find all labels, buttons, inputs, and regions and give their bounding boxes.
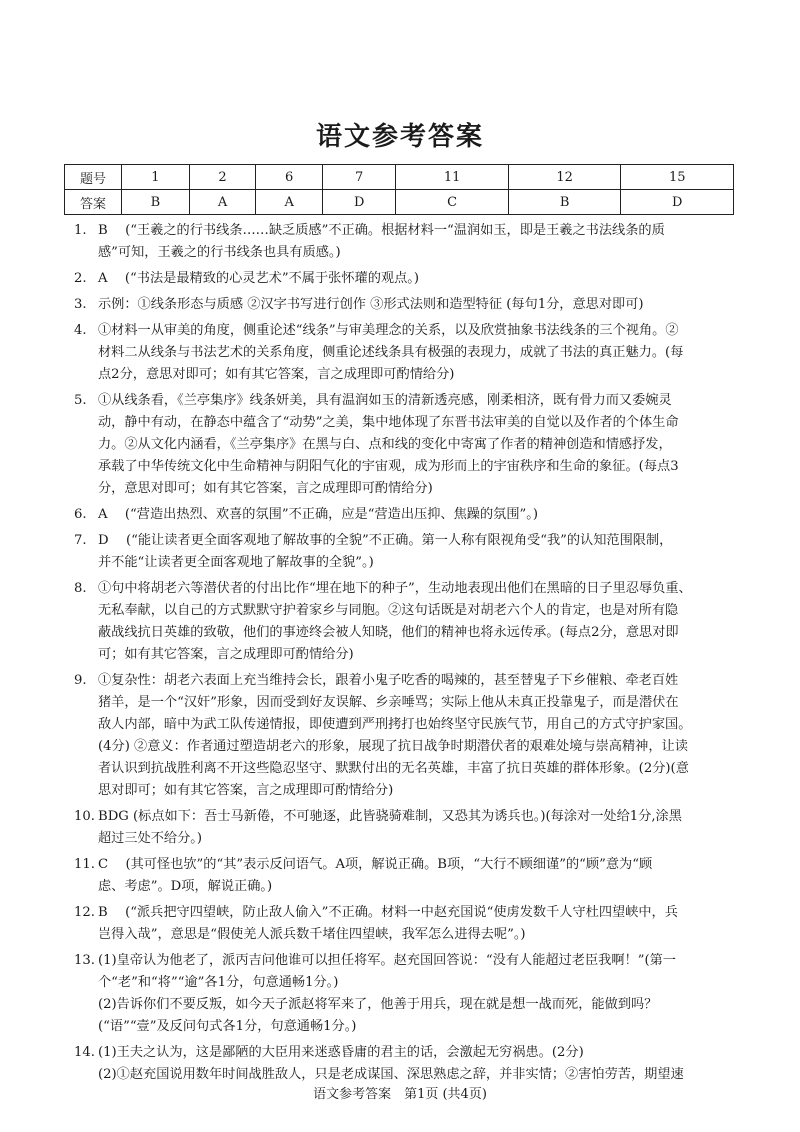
item-text-line: B (“王羲之的行书线条……缺乏质感”不正确。根据材料一“温润如玉，即是王羲之书法线条的质 — [98, 223, 665, 238]
item-text-line: BDG (标点如下：吾士马新倦，不可驰逐，此皆骁骑难制，又恐其为诱兵也。)(每涂对一处给1分,涂黑 — [98, 809, 682, 824]
answer-explanations — [74, 220, 734, 1086]
answer-item — [74, 902, 734, 946]
answer-item — [74, 220, 734, 264]
answer-item — [74, 950, 734, 1038]
item-text-line: 承载了中华传统文化中生命精神与阴阳气化的宇宙观，成为形而上的宇宙秩序和生命的象征。(每点3 — [98, 459, 679, 474]
row-label: 答案 — [65, 190, 122, 215]
row-label: 题号 — [65, 165, 122, 190]
question-number-cell: 6 — [256, 165, 323, 190]
answer-cell: A — [256, 190, 323, 215]
item-text-line: 蔽战线抗日英雄的致敬，他们的事迹终会被人知晓，他们的精神也将永远传承。(每点2分，意思对即 — [98, 625, 679, 640]
question-number-cell: 11 — [396, 165, 509, 190]
answer-item — [74, 294, 734, 316]
item-text-line: 并不能“让读者更全面客观地了解故事的全貌”。) — [98, 555, 374, 570]
item-text-line: A (“书法是最精致的心灵艺术”不属于张怀瓘的观点。) — [98, 271, 420, 286]
question-number-cell: 1 — [122, 165, 190, 190]
item-number: 13. — [74, 953, 95, 968]
question-number-row — [65, 165, 734, 190]
answer-item — [74, 578, 734, 666]
answer-cell: C — [396, 190, 509, 215]
page-footer: 语文参考答案 第1页 (共4页) — [313, 1087, 487, 1102]
item-number: 5. — [74, 393, 87, 408]
item-text-line: 动，静中有动，在静态中蕴含了“动势”之美，集中地体现了东晋书法审美的自觉以及作者的个体生命 — [98, 415, 679, 430]
question-number-cell: 12 — [508, 165, 621, 190]
item-text-line: 岂得入哉”，意思是“假使羌人派兵数千堵住四望峡，我军怎么进得去呢”。) — [98, 927, 526, 942]
item-text-line: (1)王夫之认为，这是鄙陋的大臣用来迷惑昏庸的君主的话，会激起无穷祸患。(2分) — [98, 1045, 584, 1060]
item-text-line: (“语”“壹”及反问句式各1分，句意通畅1分。) — [98, 1019, 357, 1034]
item-number: 3. — [74, 297, 87, 312]
item-text-line: 虑、考虑”。D项，解说正确。) — [98, 879, 273, 894]
item-text-line: 示例：①线条形态与质感 ②汉字书写进行创作 ③形式法则和造型特征 (每句1分，意思对即可) — [98, 297, 644, 312]
item-text-line: 者认识到抗战胜利离不开这些隐忍坚守、默默付出的无名英雄，丰富了抗日英雄的群体形象。(2分)(意 — [98, 761, 689, 776]
item-number: 9. — [74, 673, 87, 688]
item-text-line: 可；如有其它答案，言之成理即可酌情给分) — [98, 647, 354, 662]
item-number: 11. — [74, 857, 95, 872]
item-number: 12. — [74, 905, 95, 920]
item-text-line: (4分) ②意义：作者通过塑造胡老六的形象，展现了抗日战争时期潜伏者的艰难处境与崇高精神，让读 — [98, 739, 688, 754]
answer-item — [74, 390, 734, 500]
answer-item — [74, 530, 734, 574]
item-text-line: ①材料一从审美的角度，侧重论述“线条”与审美理念的关系，以及欣赏抽象书法线条的三个视角。② — [98, 323, 679, 338]
item-number: 6. — [74, 507, 87, 522]
item-number: 10. — [74, 809, 95, 824]
item-number: 7. — [74, 533, 87, 548]
item-text-line: 敌人内部，暗中为武工队传递情报，即使遭到严刑拷打也始终坚守民族气节，用自己的方式守护家国。 — [98, 717, 692, 732]
answer-row — [65, 190, 734, 215]
answer-item — [74, 504, 734, 526]
item-text-line: 分，意思对即可；如有其它答案，言之成理即可酌情给分) — [98, 481, 433, 496]
item-text-line: 感”可知，王羲之的行书线条也具有质感。) — [98, 245, 341, 260]
answer-item — [74, 320, 734, 386]
answer-item — [74, 806, 734, 850]
item-text-line: ①句中将胡老六等潜伏者的付出比作“埋在地下的种子”，生动地表现出他们在黑暗的日子里忍辱负重、 — [98, 581, 692, 596]
answer-cell: B — [508, 190, 621, 215]
item-text-line: C (其可怪也欤”的“其”表示反问语气。A项，解说正确。B项，“大行不顾细谨”的“顾”意为“顾 — [98, 857, 653, 872]
question-number-cell: 7 — [323, 165, 396, 190]
item-text-line: (2)①赵充国说用数年时间战胜敌人，只是老成谋国、深思熟虑之辞，并非实情；②害怕劳苦，期望速 — [98, 1067, 684, 1082]
item-text-line: 超过三处不给分。) — [98, 831, 203, 846]
answer-item — [74, 1042, 734, 1086]
item-text-line: (2)告诉你们不要反叛，如今天子派赵将军来了，他善于用兵，现在就是想一战而死，能做到吗？ — [98, 997, 658, 1012]
item-text-line: 个“老”和“将”“逾”各1分，句意通畅1分。) — [98, 975, 339, 990]
item-text-line: ①从线条看，《兰亭集序》线条妍美，具有温润如玉的清新透亮感，刚柔相济，既有骨力而又委婉灵 — [98, 393, 672, 408]
item-number: 2. — [74, 271, 87, 286]
item-number: 1. — [74, 223, 87, 238]
item-text-line: 材料二从线条与书法艺术的关系角度，侧重论述线条具有极强的表现力，成就了书法的真正魅力。(每 — [98, 345, 684, 360]
item-number: 8. — [74, 581, 87, 596]
item-text-line: 猪羊，是一个“汉奸”形象，因而受到好友误解、乡亲唾骂；实际上他从未真正投靠鬼子，而是潜伏在 — [98, 695, 679, 710]
item-text-line: ①复杂性：胡老六表面上充当维持会长，跟着小鬼子吃香的喝辣的，甚至替鬼子下乡催粮、牵老百姓 — [98, 673, 679, 688]
item-number: 14. — [74, 1045, 95, 1060]
page-title: 语文参考答案 — [315, 122, 484, 152]
item-number: 4. — [74, 323, 87, 338]
item-text-line: (1)皇帝认为他老了，派丙吉问他谁可以担任将军。赵充国回答说：“没有人能超过老臣我啊！”(第一 — [98, 953, 676, 968]
answer-cell: D — [323, 190, 396, 215]
answer-cell: B — [122, 190, 190, 215]
answer-item — [74, 268, 734, 290]
answer-item — [74, 854, 734, 898]
question-number-cell: 2 — [189, 165, 256, 190]
answer-cell: A — [189, 190, 256, 215]
item-text-line: 点2分，意思对即可；如有其它答案，言之成理即可酌情给分) — [98, 367, 455, 382]
item-text-line: A (“营造出热烈、欢喜的氛围”不正确，应是“营造出压抑、焦躁的氛围”。) — [98, 507, 538, 522]
item-text-line: D (“能让读者更全面客观地了解故事的全貌”不正确。第一人称有限视角受“我”的认知范围限制， — [98, 533, 673, 548]
question-number-cell: 15 — [621, 165, 734, 190]
item-text-line: 力。②从文化内涵看，《兰亭集序》在黑与白、点和线的变化中寄寓了作者的精神创造和情感抒发， — [98, 437, 672, 452]
item-text-line: B (“派兵把守四望峡，防止敌人偷入”不正确。材料一中赵充国说“使虏发数千人守杜四望峡中，兵 — [98, 905, 678, 920]
answer-table — [64, 164, 734, 215]
answer-item — [74, 670, 734, 802]
item-text-line: 思对即可；如有其它答案，言之成理即可酌情给分) — [98, 783, 394, 798]
answer-cell: D — [621, 190, 734, 215]
item-text-line: 无私奉献，以自己的方式默默守护着家乡与同胞。②这句话既是对胡老六个人的肯定，也是对所有隐 — [98, 603, 679, 618]
